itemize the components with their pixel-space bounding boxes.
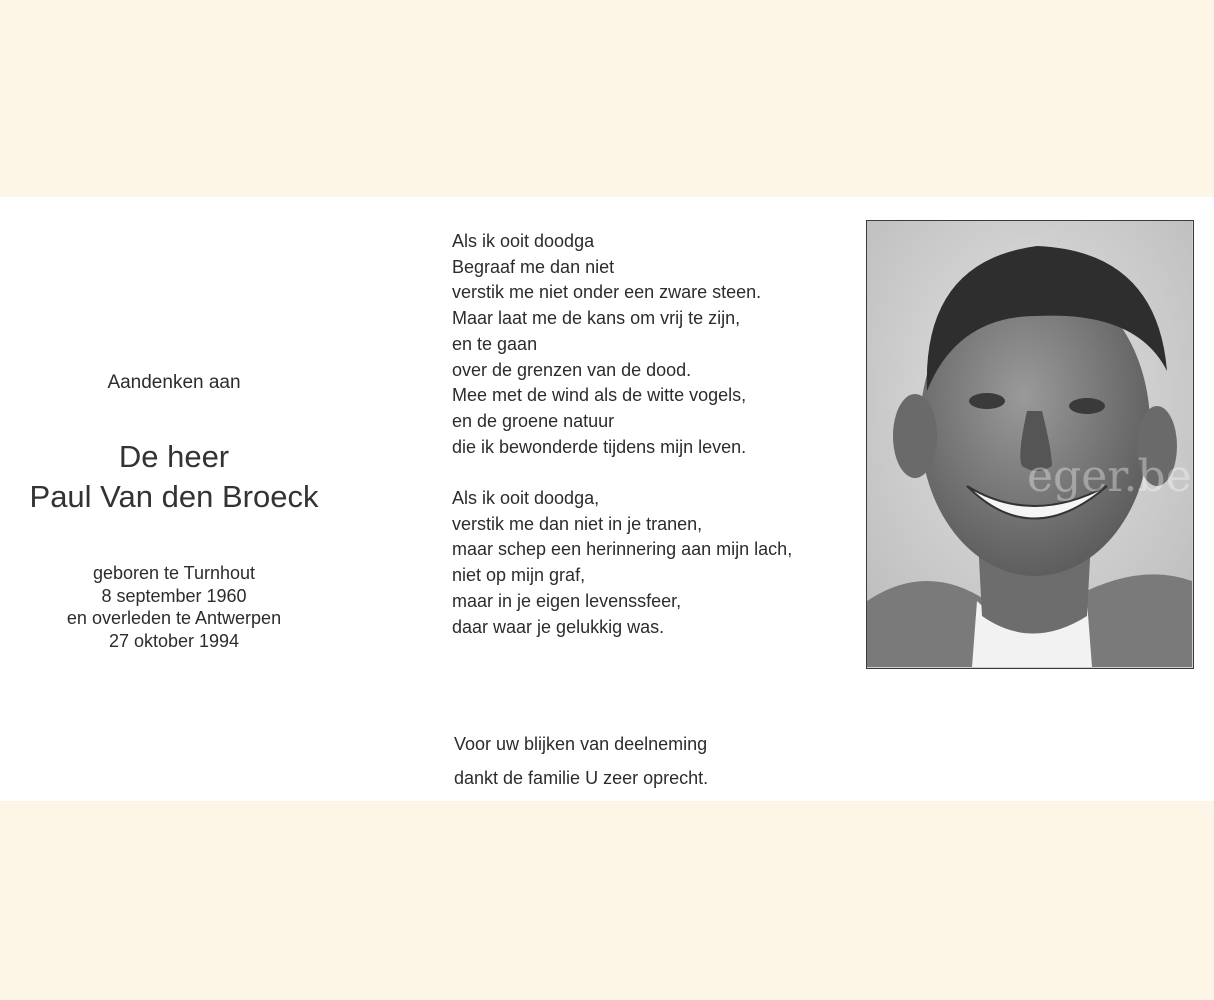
poem-stanza-1 — [452, 229, 852, 460]
poem-line: maar schep een herinnering aan mijn lach, — [452, 539, 793, 560]
poem-line: en de groene natuur — [452, 410, 615, 431]
poem-line: verstik me dan niet in je tranen, — [452, 513, 703, 534]
life-details — [0, 562, 348, 652]
poem-line: niet op mijn graf, — [452, 565, 586, 586]
deceased-name — [0, 437, 348, 517]
death-place: en overleden te Antwerpen — [66, 608, 282, 628]
death-date: 27 oktober 1994 — [108, 630, 240, 651]
poem-line: over de grenzen van de dood. — [452, 359, 692, 380]
poem-line: daar waar je gelukkig was. — [452, 616, 665, 637]
poem-line: Als ik ooit doodga, — [452, 488, 600, 509]
thanks-text — [454, 727, 854, 795]
birth-date: 8 september 1960 — [101, 585, 247, 606]
memorial-card — [0, 197, 1214, 801]
intro-text: Aandenken aan — [107, 372, 241, 393]
poem-line: Mee met de wind als de witte vogels, — [452, 385, 747, 406]
birth-place: geboren te Turnhout — [92, 563, 256, 583]
watermark-text: eger.be — [1027, 451, 1192, 502]
poem-line: die ik bewonderde tijdens mijn leven. — [452, 436, 747, 457]
poem-stanza-2 — [452, 486, 852, 640]
poem-line: verstik me niet onder een zware steen. — [452, 282, 762, 303]
title-name: Paul Van den Broeck — [29, 479, 319, 514]
poem-line: en te gaan — [452, 333, 538, 354]
title-honorific: De heer — [118, 439, 230, 474]
poem-line: maar in je eigen levenssfeer, — [452, 590, 682, 611]
left-panel — [0, 197, 348, 801]
portrait-illustration — [867, 221, 1192, 667]
poem-line: Begraaf me dan niet — [452, 256, 615, 277]
poem — [452, 229, 852, 666]
poem-line: Maar laat me de kans om vrij te zijn, — [452, 308, 741, 329]
portrait-photo — [866, 220, 1194, 669]
thanks-line-2: dankt de familie U zeer oprecht. — [454, 768, 709, 788]
poem-line: Als ik ooit doodga — [452, 231, 595, 251]
thanks-line-1: Voor uw blijken van deelneming — [454, 734, 708, 754]
